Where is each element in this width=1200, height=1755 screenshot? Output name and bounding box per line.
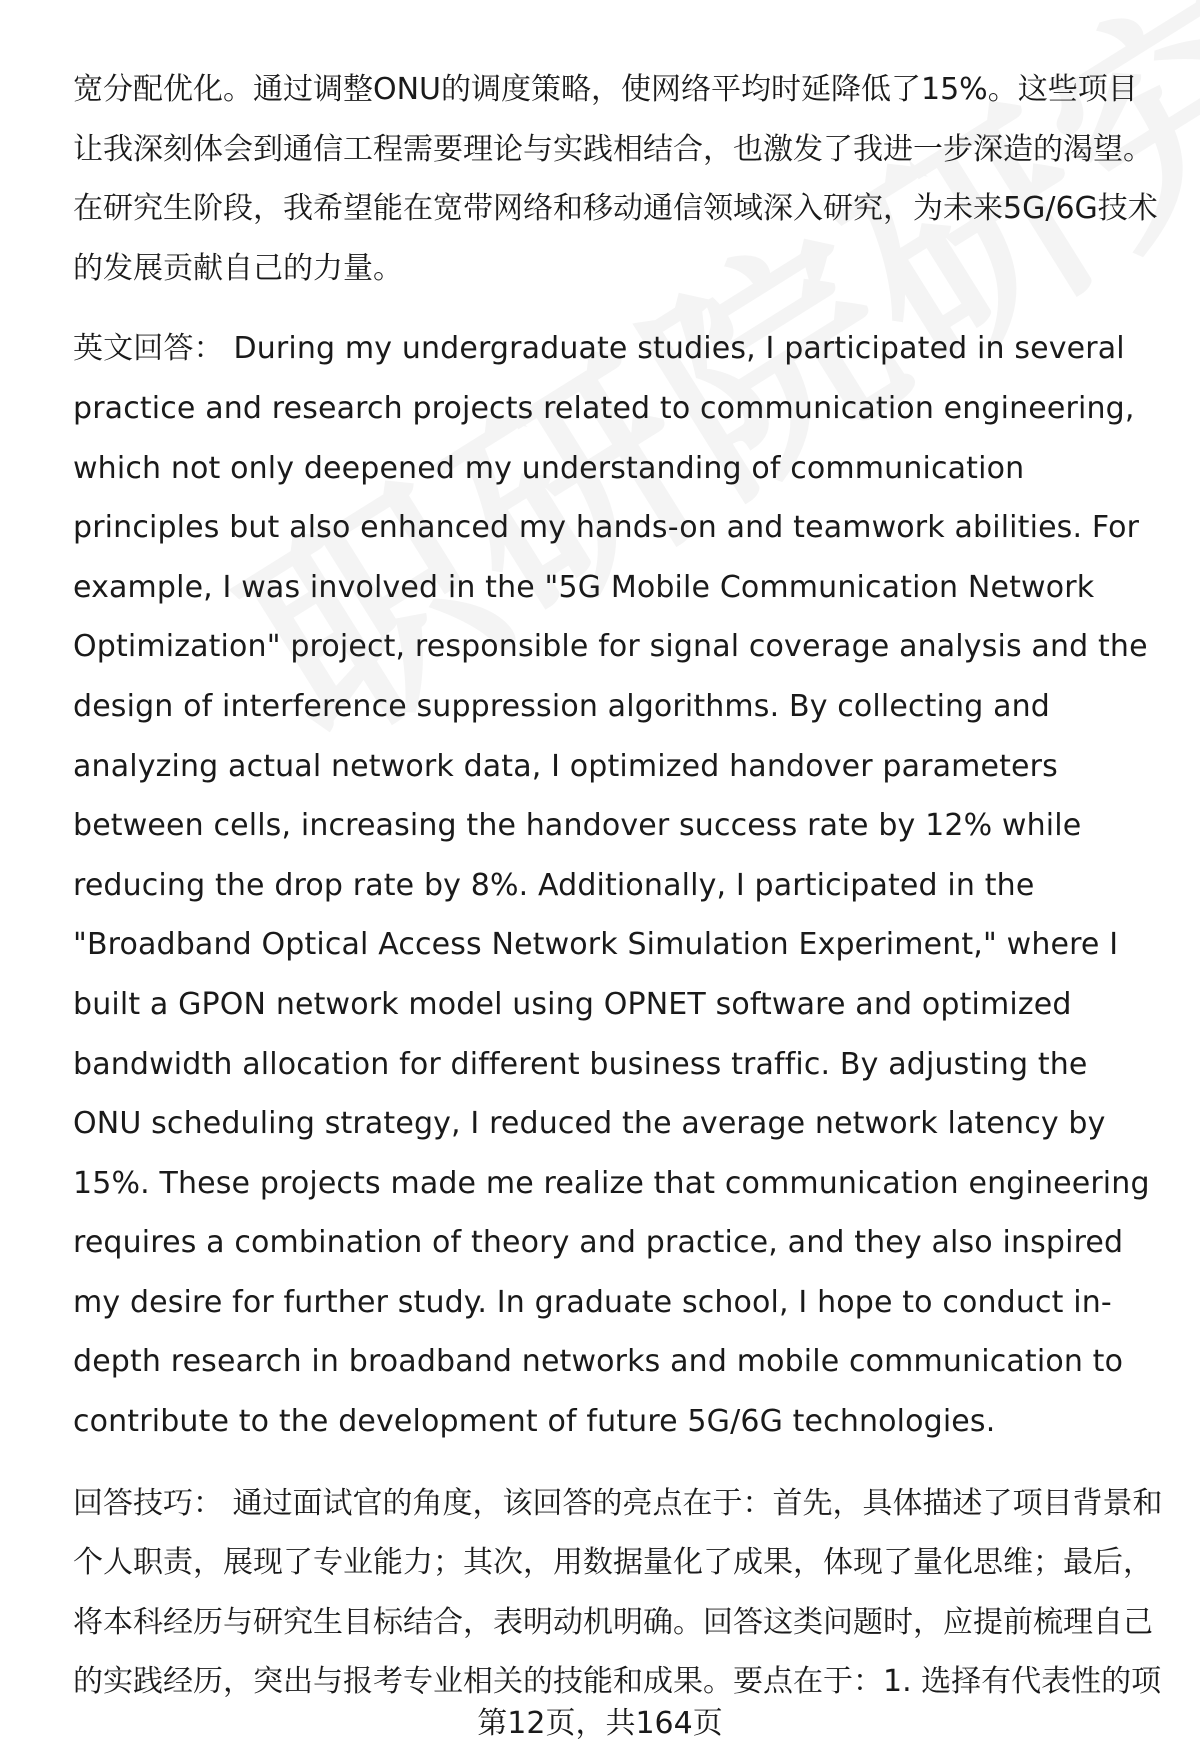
answer-tips-paragraph [73, 1474, 1163, 1712]
answer-tips-label: 回答技巧： [73, 1485, 223, 1521]
english-answer-text: During my undergraduate studies, I participated in several practice and research projects related to communication engineering, which not only deepened my understanding of communication principles but also enhanced my hands-on and teamwork abilities. For example, I was involved in the "5G Mobile Communication Network Optimization" project, responsible for signal coverage analysis and the design of interference suppression algorithms. By collecting and analyzing actual network data, I optimized handover parameters between cells, increasing the handover success rate by 12% while reducing the drop rate by 8%. Additionally, I participated in the "Broadband Optical Access Network Simulation Experiment," where I built a GPON network model using OPNET software and optimized bandwidth allocation for different business traffic. By adjusting the ONU scheduling strategy, I reduced the average network latency by 15%. These projects made me realize that communication engineering requires a combination of theory and practice, and they also inspired my desire for further study. In graduate school, I hope to conduct in-depth research in broadband networks and mobile communication to contribute to the development of future 5G/6G technologies. [73, 331, 1150, 1440]
document-page [73, 60, 1163, 1712]
english-answer-paragraph [73, 319, 1163, 1451]
page-number-footer: 第12页，共164页 [477, 1706, 723, 1741]
chinese-answer-continuation: 宽分配优化。通过调整ONU的调度策略，使网络平均时延降低了15%。这些项目让我深刻体会到通信工程需要理论与实践相结合，也激发了我进一步深造的渴望。在研究生阶段，我希望能在宽带网络和移动通信领域深入研究，为未来5G/6G技术的发展贡献自己的力量。 [73, 72, 1158, 286]
answer-tips-text: 通过面试官的角度，该回答的亮点在于：首先，具体描述了项目背景和个人职责，展现了专业能力；其次，用数据量化了成果，体现了量化思维；最后，将本科经历与研究生目标结合，表明动机明确。回答这类问题时，应提前梳理自己的实践经历，突出与报考专业相关的技能和成果。要点在于：1. 选择有代表性的项 [73, 1485, 1163, 1700]
english-answer-label: 英文回答： [73, 331, 224, 367]
